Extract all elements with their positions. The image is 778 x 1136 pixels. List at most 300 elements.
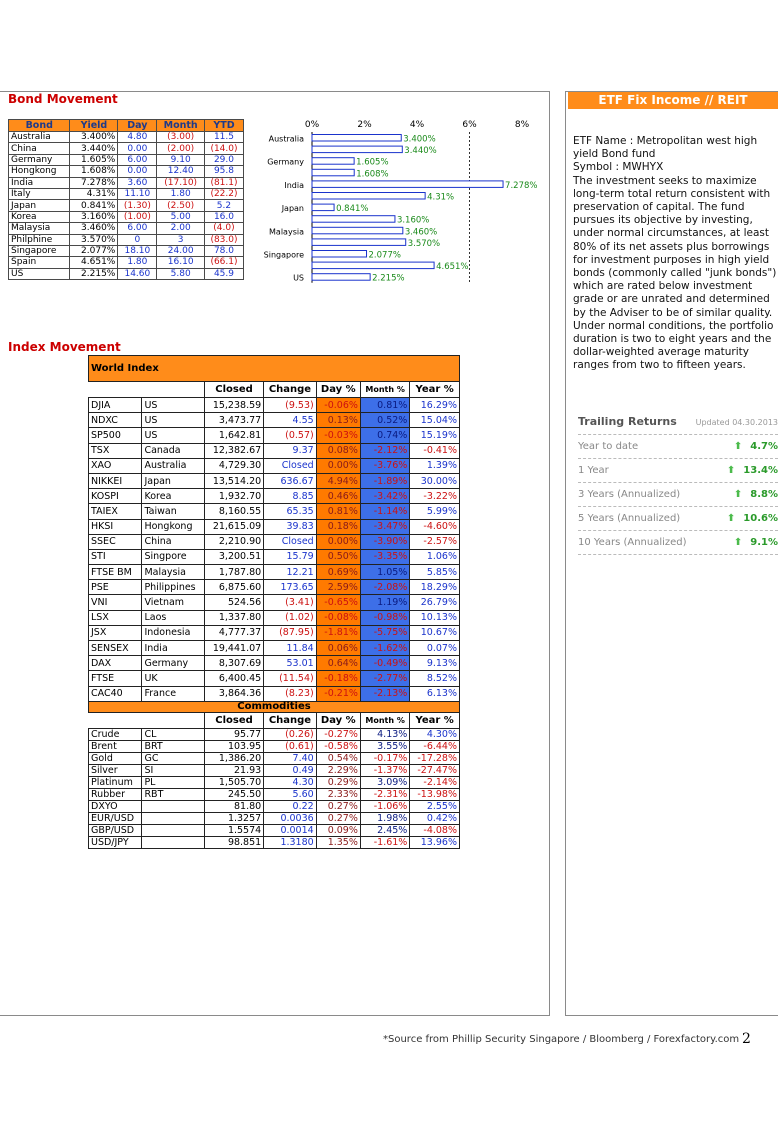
index-cell: 3,200.51 bbox=[204, 549, 263, 564]
bond-cell: (66.1) bbox=[204, 257, 243, 268]
table-row bbox=[89, 625, 460, 640]
table-row bbox=[89, 458, 460, 473]
return-row bbox=[578, 531, 778, 555]
index-cell: 1.3180 bbox=[264, 836, 317, 848]
index-cell: 2.45% bbox=[360, 824, 409, 836]
index-cell: 0.0036 bbox=[264, 812, 317, 824]
data-label: 3.400% bbox=[403, 134, 436, 145]
index-cell: 4.13% bbox=[360, 728, 409, 740]
index-cell: -13.98% bbox=[410, 788, 460, 800]
index-cell: 18.29% bbox=[410, 580, 460, 595]
x-tick-label: 2% bbox=[357, 120, 372, 130]
index-cell: 1.98% bbox=[360, 812, 409, 824]
table-row bbox=[89, 656, 460, 671]
index-cell: 1,505.70 bbox=[204, 776, 263, 788]
index-cell: SP500 bbox=[89, 428, 142, 443]
return-value-group bbox=[734, 537, 778, 548]
index-cell: 0.46% bbox=[316, 489, 360, 504]
index-cell: 5.85% bbox=[410, 565, 460, 580]
up-arrow-icon: ⬆ bbox=[733, 537, 743, 548]
etf-line: which are rated below investment bbox=[573, 280, 753, 293]
index-cell: -0.08% bbox=[316, 610, 360, 625]
index-cell: DJIA bbox=[89, 398, 142, 413]
bar-malaysia bbox=[312, 227, 403, 234]
index-cell: 1,932.70 bbox=[204, 489, 263, 504]
index-col-header: Closed bbox=[204, 382, 263, 398]
index-cell: FTSE BM bbox=[89, 565, 142, 580]
index-cell: SI bbox=[142, 764, 204, 776]
table-row bbox=[89, 428, 460, 443]
index-cell: 2,210.90 bbox=[204, 534, 263, 549]
index-cell: 98.851 bbox=[204, 836, 263, 848]
table-row bbox=[89, 728, 460, 740]
commodities-label: Commodities bbox=[89, 701, 460, 712]
index-col-header: Closed bbox=[204, 712, 263, 728]
data-label: 2.215% bbox=[372, 273, 405, 284]
bond-cell: 6.00 bbox=[118, 154, 157, 165]
index-cell: Malaysia bbox=[142, 565, 204, 580]
trailing-returns bbox=[578, 415, 778, 555]
etf-line: dollar-weighted average maturity bbox=[573, 346, 749, 359]
bond-col-header: YTD bbox=[204, 120, 243, 132]
index-col-header: Year % bbox=[410, 382, 460, 398]
index-cell: -3.90% bbox=[360, 534, 409, 549]
table-row bbox=[89, 776, 460, 788]
index-cell: India bbox=[142, 641, 204, 656]
bond-cell: 3.440% bbox=[70, 143, 118, 154]
trailing-returns-title: Trailing Returns bbox=[578, 415, 677, 428]
table-row bbox=[9, 166, 244, 177]
return-row bbox=[578, 483, 778, 507]
index-cell: 524.56 bbox=[204, 595, 263, 610]
index-cell: 0.0014 bbox=[264, 824, 317, 836]
index-cell: 95.77 bbox=[204, 728, 263, 740]
bond-cell: Spain bbox=[9, 257, 70, 268]
index-cell: 0.49 bbox=[264, 764, 317, 776]
index-cell: (8.23) bbox=[264, 686, 317, 701]
table-row bbox=[89, 580, 460, 595]
index-cell: 12,382.67 bbox=[204, 443, 263, 458]
bond-cell: (14.0) bbox=[204, 143, 243, 154]
return-row bbox=[578, 507, 778, 531]
index-col-header: Change bbox=[264, 712, 317, 728]
bond-col-header: Day bbox=[118, 120, 157, 132]
table-row bbox=[89, 473, 460, 488]
index-cell: -1.14% bbox=[360, 504, 409, 519]
index-cell: -1.89% bbox=[360, 473, 409, 488]
table-row bbox=[89, 812, 460, 824]
data-label: 1.608% bbox=[356, 169, 389, 180]
index-cell: STI bbox=[89, 549, 142, 564]
index-cell: 3.55% bbox=[360, 740, 409, 752]
index-cell: Korea bbox=[142, 489, 204, 504]
table-row bbox=[89, 740, 460, 752]
index-cell: CL bbox=[142, 728, 204, 740]
return-row bbox=[578, 459, 778, 483]
index-cell: 103.95 bbox=[204, 740, 263, 752]
index-cell: 9.13% bbox=[410, 656, 460, 671]
bar-spain bbox=[312, 262, 434, 269]
bond-cell: Malaysia bbox=[9, 223, 70, 234]
index-cell: 4.30 bbox=[264, 776, 317, 788]
index-cell bbox=[142, 836, 204, 848]
index-cell: 2.29% bbox=[316, 764, 360, 776]
index-cell: 0.09% bbox=[316, 824, 360, 836]
index-cell: 2.59% bbox=[316, 580, 360, 595]
index-cell: 5.60 bbox=[264, 788, 317, 800]
index-cell: 9.37 bbox=[264, 443, 317, 458]
x-tick-label: 0% bbox=[304, 120, 320, 130]
bar-korea bbox=[312, 216, 395, 223]
index-cell: -0.06% bbox=[316, 398, 360, 413]
bond-col-header: Bond bbox=[9, 120, 70, 132]
index-cell: Japan bbox=[142, 473, 204, 488]
return-value-group bbox=[734, 489, 778, 500]
index-cell: -1.06% bbox=[360, 800, 409, 812]
bond-movement-title: Bond Movement bbox=[8, 92, 118, 106]
etf-description bbox=[573, 135, 778, 373]
table-row bbox=[89, 764, 460, 776]
index-cell: (1.02) bbox=[264, 610, 317, 625]
bond-cell: Germany bbox=[9, 154, 70, 165]
index-cell: US bbox=[142, 428, 204, 443]
index-cell: 0.54% bbox=[316, 752, 360, 764]
index-cell: -2.14% bbox=[410, 776, 460, 788]
index-cell: 2.55% bbox=[410, 800, 460, 812]
table-row bbox=[9, 132, 244, 143]
bar-philphine bbox=[312, 239, 406, 246]
index-cell: GC bbox=[142, 752, 204, 764]
x-tick-label: 4% bbox=[409, 120, 425, 130]
table-row bbox=[89, 534, 460, 549]
index-cell: (3.41) bbox=[264, 595, 317, 610]
index-header-row bbox=[89, 382, 460, 398]
index-cell: -1.81% bbox=[316, 625, 360, 640]
index-cell: 16.29% bbox=[410, 398, 460, 413]
index-cell: 12.21 bbox=[264, 565, 317, 580]
index-cell: Philippines bbox=[142, 580, 204, 595]
bond-cell: 0 bbox=[118, 234, 157, 245]
return-value-group bbox=[727, 465, 778, 476]
bond-cell: Singapore bbox=[9, 245, 70, 256]
index-cell: DXYO bbox=[89, 800, 142, 812]
index-cell: 21,615.09 bbox=[204, 519, 263, 534]
index-cell: Rubber bbox=[89, 788, 142, 800]
table-row bbox=[9, 268, 244, 279]
index-cell: 8.52% bbox=[410, 671, 460, 686]
data-label: 4.651% bbox=[436, 262, 469, 273]
index-cell: 0.50% bbox=[316, 549, 360, 564]
index-cell: 1.19% bbox=[360, 595, 409, 610]
index-cell: 15.04% bbox=[410, 413, 460, 428]
bond-cell: 2.00 bbox=[157, 223, 205, 234]
index-cell: 6,400.45 bbox=[204, 671, 263, 686]
index-cell: 81.80 bbox=[204, 800, 263, 812]
up-arrow-icon: ⬆ bbox=[726, 465, 736, 476]
index-cell: PL bbox=[142, 776, 204, 788]
index-cell: KOSPI bbox=[89, 489, 142, 504]
table-row bbox=[9, 177, 244, 188]
index-cell: 1,337.80 bbox=[204, 610, 263, 625]
bar-hongkong bbox=[312, 169, 354, 176]
etf-header: ETF Fix Income // REIT bbox=[568, 92, 778, 109]
bond-cell: 16.10 bbox=[157, 257, 205, 268]
world-index-table bbox=[88, 355, 460, 849]
etf-line: under normal circumstances, at least bbox=[573, 227, 769, 240]
index-cell: EUR/USD bbox=[89, 812, 142, 824]
index-cell: DAX bbox=[89, 656, 142, 671]
index-cell: 65.35 bbox=[264, 504, 317, 519]
return-value: 10.6% bbox=[743, 513, 778, 524]
index-cell: 15.19% bbox=[410, 428, 460, 443]
index-cell: 15.79 bbox=[264, 549, 317, 564]
index-cell: Canada bbox=[142, 443, 204, 458]
bond-cell: 9.10 bbox=[157, 154, 205, 165]
index-cell: 0.07% bbox=[410, 641, 460, 656]
index-col-header: Month % bbox=[360, 382, 409, 398]
bond-cell: 16.0 bbox=[204, 211, 243, 222]
index-cell: -0.03% bbox=[316, 428, 360, 443]
table-row bbox=[89, 686, 460, 701]
etf-line: by the Adviser to be of similar quality. bbox=[573, 306, 773, 319]
category-label: India bbox=[284, 180, 304, 190]
index-cell: 3,864.36 bbox=[204, 686, 263, 701]
index-cell: 0.13% bbox=[316, 413, 360, 428]
index-col-header: Month % bbox=[360, 712, 409, 728]
table-row bbox=[89, 824, 460, 836]
index-cell: GBP/USD bbox=[89, 824, 142, 836]
bond-cell: (1.00) bbox=[118, 211, 157, 222]
index-cell bbox=[142, 800, 204, 812]
index-cell: 173.65 bbox=[264, 580, 317, 595]
bond-cell: 29.0 bbox=[204, 154, 243, 165]
index-cell: 6,875.60 bbox=[204, 580, 263, 595]
index-cell: (0.61) bbox=[264, 740, 317, 752]
index-cell: NIKKEI bbox=[89, 473, 142, 488]
bond-cell: 0.00 bbox=[118, 166, 157, 177]
table-row bbox=[9, 234, 244, 245]
index-cell: USD/JPY bbox=[89, 836, 142, 848]
etf-line: grade or are unrated and determined bbox=[573, 293, 770, 306]
index-cell: PSE bbox=[89, 580, 142, 595]
return-label: 10 Years (Annualized) bbox=[578, 537, 687, 548]
index-cell: -0.65% bbox=[316, 595, 360, 610]
bond-cell: 3.160% bbox=[70, 211, 118, 222]
bond-cell: 3 bbox=[157, 234, 205, 245]
table-row bbox=[89, 413, 460, 428]
bond-cell: 12.40 bbox=[157, 166, 205, 177]
index-cell: -0.27% bbox=[316, 728, 360, 740]
index-cell: 1.5574 bbox=[204, 824, 263, 836]
index-cell: Germany bbox=[142, 656, 204, 671]
index-cell: 1.06% bbox=[410, 549, 460, 564]
index-cell: (87.95) bbox=[264, 625, 317, 640]
index-cell: 0.69% bbox=[316, 565, 360, 580]
bond-table bbox=[8, 119, 244, 280]
index-cell: Australia bbox=[142, 458, 204, 473]
index-cell: -3.42% bbox=[360, 489, 409, 504]
data-label: 3.440% bbox=[404, 146, 437, 157]
index-cell: 15,238.59 bbox=[204, 398, 263, 413]
etf-line: pursues its objective by investing, bbox=[573, 214, 753, 227]
index-cell: Closed bbox=[264, 458, 317, 473]
bond-cell: 1.80 bbox=[118, 257, 157, 268]
index-cell: -2.08% bbox=[360, 580, 409, 595]
index-cell: 13.96% bbox=[410, 836, 460, 848]
bar-australia bbox=[312, 135, 401, 142]
index-cell: US bbox=[142, 413, 204, 428]
bond-cell: 2.215% bbox=[70, 268, 118, 279]
bond-cell: 6.00 bbox=[118, 223, 157, 234]
bond-cell: 24.00 bbox=[157, 245, 205, 256]
bar-china bbox=[312, 146, 402, 153]
index-cell: 4.55 bbox=[264, 413, 317, 428]
index-cell: -3.35% bbox=[360, 549, 409, 564]
index-cell: 1,642.81 bbox=[204, 428, 263, 443]
table-row bbox=[89, 671, 460, 686]
index-cell: Platinum bbox=[89, 776, 142, 788]
bond-cell: India bbox=[9, 177, 70, 188]
bond-cell: (3.00) bbox=[157, 132, 205, 143]
world-index-title-row bbox=[89, 356, 460, 382]
index-cell: 0.22 bbox=[264, 800, 317, 812]
index-cell: 3.09% bbox=[360, 776, 409, 788]
index-cell: 0.81% bbox=[360, 398, 409, 413]
bond-cell: 7.278% bbox=[70, 177, 118, 188]
table-row bbox=[9, 200, 244, 211]
return-value-group bbox=[727, 513, 778, 524]
data-label: 2.077% bbox=[368, 250, 401, 261]
index-cell: -0.18% bbox=[316, 671, 360, 686]
index-cell: LSX bbox=[89, 610, 142, 625]
index-movement-title: Index Movement bbox=[8, 340, 121, 354]
index-cell: 21.93 bbox=[204, 764, 263, 776]
index-cell: 10.67% bbox=[410, 625, 460, 640]
bond-cell: 18.10 bbox=[118, 245, 157, 256]
index-cell: 6.13% bbox=[410, 686, 460, 701]
index-cell: VNI bbox=[89, 595, 142, 610]
bond-cell: 5.2 bbox=[204, 200, 243, 211]
category-label: Australia bbox=[268, 134, 304, 144]
etf-line: yield Bond fund bbox=[573, 148, 656, 161]
index-cell: 4.94% bbox=[316, 473, 360, 488]
bond-cell: Hongkong bbox=[9, 166, 70, 177]
index-cell: UK bbox=[142, 671, 204, 686]
index-cell: SSEC bbox=[89, 534, 142, 549]
index-cell: 2.33% bbox=[316, 788, 360, 800]
index-cell: 4,777.37 bbox=[204, 625, 263, 640]
index-cell: Hongkong bbox=[142, 519, 204, 534]
page-number: 2 bbox=[742, 1031, 751, 1047]
index-cell: 4,729.30 bbox=[204, 458, 263, 473]
index-cell: (0.26) bbox=[264, 728, 317, 740]
x-tick-label: 8% bbox=[514, 120, 530, 130]
etf-line: duration is two to eight years and the bbox=[573, 333, 772, 346]
index-cell: 0.08% bbox=[316, 443, 360, 458]
bar-italy bbox=[312, 193, 425, 200]
index-cell: -5.75% bbox=[360, 625, 409, 640]
index-cell: SENSEX bbox=[89, 641, 142, 656]
index-cell: JSX bbox=[89, 625, 142, 640]
table-row bbox=[89, 549, 460, 564]
data-label: 3.160% bbox=[396, 215, 430, 226]
data-label: 3.460% bbox=[404, 227, 438, 238]
index-cell: -1.61% bbox=[360, 836, 409, 848]
category-label: Japan bbox=[281, 204, 304, 214]
index-cell: Laos bbox=[142, 610, 204, 625]
index-cell: 0.42% bbox=[410, 812, 460, 824]
data-label: 0.841% bbox=[336, 204, 369, 215]
index-cell: Singpore bbox=[142, 549, 204, 564]
bond-cell: 5.80 bbox=[157, 268, 205, 279]
return-value: 13.4% bbox=[743, 465, 778, 476]
index-cell: -0.17% bbox=[360, 752, 409, 764]
table-row bbox=[89, 443, 460, 458]
index-col-header: Year % bbox=[410, 712, 460, 728]
category-label: Germany bbox=[267, 157, 304, 167]
index-cell: -2.12% bbox=[360, 443, 409, 458]
table-row bbox=[89, 641, 460, 656]
index-cell: 0.06% bbox=[316, 641, 360, 656]
index-cell: 8.85 bbox=[264, 489, 317, 504]
bar-japan bbox=[312, 204, 334, 211]
bond-cell: (4.0) bbox=[204, 223, 243, 234]
up-arrow-icon: ⬆ bbox=[733, 441, 743, 452]
return-label: 5 Years (Annualized) bbox=[578, 513, 681, 524]
bond-cell: Korea bbox=[9, 211, 70, 222]
index-cell: -3.76% bbox=[360, 458, 409, 473]
index-cell: -27.47% bbox=[410, 764, 460, 776]
bond-cell: (2.50) bbox=[157, 200, 205, 211]
bar-india bbox=[312, 181, 503, 188]
table-row bbox=[9, 188, 244, 199]
index-cell: 1.05% bbox=[360, 565, 409, 580]
etf-line: The investment seeks to maximize bbox=[573, 174, 757, 187]
data-label: 4.31% bbox=[427, 192, 455, 203]
index-col-header: Day % bbox=[316, 382, 360, 398]
return-value: 8.8% bbox=[750, 489, 778, 500]
index-cell: CAC40 bbox=[89, 686, 142, 701]
bond-cell: 78.0 bbox=[204, 245, 243, 256]
bond-cell: 3.570% bbox=[70, 234, 118, 245]
bond-cell: Australia bbox=[9, 132, 70, 143]
table-row bbox=[9, 154, 244, 165]
index-cell: -2.57% bbox=[410, 534, 460, 549]
etf-line: for investment purposes in high yield bbox=[573, 253, 770, 266]
index-cell: 10.13% bbox=[410, 610, 460, 625]
index-cell: 1,386.20 bbox=[204, 752, 263, 764]
bond-cell: 1.605% bbox=[70, 154, 118, 165]
bond-cell: 1.80 bbox=[157, 188, 205, 199]
bond-cell: 3.60 bbox=[118, 177, 157, 188]
bond-cell: 2.077% bbox=[70, 245, 118, 256]
index-cell: -0.41% bbox=[410, 443, 460, 458]
bond-yield-chart bbox=[252, 116, 542, 338]
table-row bbox=[89, 788, 460, 800]
index-cell: -17.28% bbox=[410, 752, 460, 764]
index-cell: 245.50 bbox=[204, 788, 263, 800]
return-value: 4.7% bbox=[750, 441, 778, 452]
index-cell: -1.37% bbox=[360, 764, 409, 776]
table-row bbox=[89, 504, 460, 519]
bond-cell: US bbox=[9, 268, 70, 279]
index-cell: -0.21% bbox=[316, 686, 360, 701]
index-cell: -1.62% bbox=[360, 641, 409, 656]
bond-cell: 11.10 bbox=[118, 188, 157, 199]
index-cell: -2.31% bbox=[360, 788, 409, 800]
bond-cell: 4.31% bbox=[70, 188, 118, 199]
bond-cell: 0.841% bbox=[70, 200, 118, 211]
